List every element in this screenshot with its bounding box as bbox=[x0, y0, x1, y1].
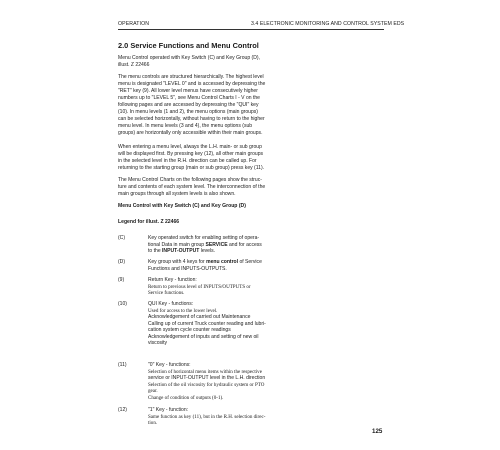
paragraph-charts bbox=[118, 177, 380, 198]
legend-description bbox=[148, 301, 380, 347]
text-line: illust. Z 22466 bbox=[118, 61, 150, 68]
text-line: Acknowledgement of inputs and setting of new oil bbox=[148, 333, 259, 340]
serif-text: Used for access to the lower level. bbox=[148, 307, 218, 314]
header-chapter-title: 3.4 ELECTRONIC MONITORING AND CONTROL SYSTEM EDS bbox=[251, 21, 405, 27]
serif-text: Same function as key (11), but in the R.H. selection direc- bbox=[148, 413, 266, 420]
text-line: main groups through all system levels is also shown. bbox=[118, 190, 236, 197]
section-title: 2.0 Service Functions and Menu Control bbox=[118, 41, 259, 50]
serif-text: Service functions. bbox=[148, 290, 185, 296]
text-line: service or INPUT-OUTPUT level in the L.H. direction bbox=[148, 375, 266, 381]
text-line: "1" Key - function: bbox=[148, 407, 189, 413]
serif-text: Change of condition of outputs (0-1). bbox=[148, 394, 224, 401]
paragraph-entering-level bbox=[118, 144, 380, 172]
text-line: The Menu Control Charts on the following pages show the struc- bbox=[118, 177, 262, 183]
legend-key: (10) bbox=[118, 301, 127, 307]
legend-description bbox=[148, 259, 380, 272]
text-line: in the selected level in the R.H. direction can be called up. For bbox=[118, 157, 257, 164]
text-line: to the INPUT-OUTPUT levels. bbox=[148, 248, 216, 254]
text-line: viscosity bbox=[148, 340, 168, 346]
header-rule bbox=[118, 29, 384, 30]
text-line: menu level. In menu levels (3 and 4), the menu options (sub bbox=[118, 122, 253, 129]
serif-text: tion. bbox=[148, 420, 158, 426]
text-line: Key group with 4 keys for menu control of Service bbox=[148, 259, 262, 265]
legend-key: (C) bbox=[118, 235, 126, 241]
text-line: (10). In menu levels (1 and 2), the menu options (main groups) bbox=[118, 108, 258, 115]
text-line: Functions and INPUTS-OUTPUTS. bbox=[148, 265, 227, 272]
serif-text: Selection of the oil viscosity for hydraulic system or PTO bbox=[148, 381, 265, 388]
text-line bbox=[148, 395, 380, 402]
text-line: can be selected horizontally, without having to return to the higher bbox=[118, 115, 265, 122]
text-line: menu is designated "LEVEL 0" and is accessed by depressing the bbox=[118, 80, 266, 87]
serif-text: gear. bbox=[148, 388, 158, 394]
legend-key: (D) bbox=[118, 259, 126, 265]
legend-description bbox=[148, 362, 380, 401]
text-line: following pages and are accessed by depressing the "QUI" key bbox=[118, 101, 259, 108]
paragraph-intro bbox=[118, 55, 380, 69]
text-line: Acknowledgement of carried out Maintenance bbox=[148, 314, 251, 320]
legend-description bbox=[148, 407, 380, 427]
legend-key: (12) bbox=[118, 407, 127, 413]
serif-text: Selection of horizontal menu items within the respective bbox=[148, 368, 262, 375]
text-line: cation system cycle counter readings bbox=[148, 327, 231, 333]
text-line: ture and contents of each system level. The interconnection of the bbox=[118, 183, 266, 190]
paragraph-hierarchy bbox=[118, 74, 380, 137]
emphasis: INPUT-OUTPUT bbox=[162, 248, 200, 254]
text-line: tional Data in main group SERVICE and for access bbox=[148, 241, 262, 248]
text-line: numbers up to "LEVEL 5", see Menu Control Charts I - V on the bbox=[118, 94, 260, 101]
legend-key: (9) bbox=[118, 277, 125, 283]
subheading-menu-control: Menu Control with Key Switch (C) and Key Group (D) bbox=[118, 203, 246, 209]
text-line: Menu Control operated with Key Switch (C) and Key Group (D), bbox=[118, 55, 260, 61]
page-number: 125 bbox=[372, 428, 383, 435]
text-line: will be displayed first. By pressing key (12), all other main groups bbox=[118, 150, 264, 157]
text-line: groups) are horizontally only accessible within their main groups. bbox=[118, 129, 263, 136]
text-line: Calling up of current Truck counter reading and lubri- bbox=[148, 320, 266, 327]
emphasis: menu control bbox=[206, 259, 239, 265]
text-line: When entering a menu level, always the L.H. main- or sub group bbox=[118, 144, 262, 150]
text-line: Key operated switch for enabling setting of opera- bbox=[148, 235, 260, 241]
legend-key: (11) bbox=[118, 362, 127, 368]
text-line: QUI Key - functions: bbox=[148, 301, 194, 307]
text-line: "RET" key (9). All lower level menus have consecutively higher bbox=[118, 87, 258, 94]
text-line: The menu controls are structured hierarchically. The highest level bbox=[118, 74, 264, 80]
emphasis: SERVICE bbox=[205, 241, 228, 248]
header-section-label: OPERATION bbox=[118, 21, 150, 27]
text-line: "0" Key - functions: bbox=[148, 362, 191, 368]
subheading-legend: Legend for illust. Z 22466 bbox=[118, 219, 180, 225]
text-line bbox=[148, 290, 380, 297]
text-line: returning to the starting group (main or sub group) press key (11). bbox=[118, 164, 265, 171]
text-line bbox=[148, 420, 380, 427]
legend-description bbox=[148, 235, 380, 255]
text-line: Return Key - function: bbox=[148, 277, 197, 283]
legend-description bbox=[148, 277, 380, 297]
serif-text: Return to previous level of INPUTS/OUTPUTS or bbox=[148, 283, 251, 290]
